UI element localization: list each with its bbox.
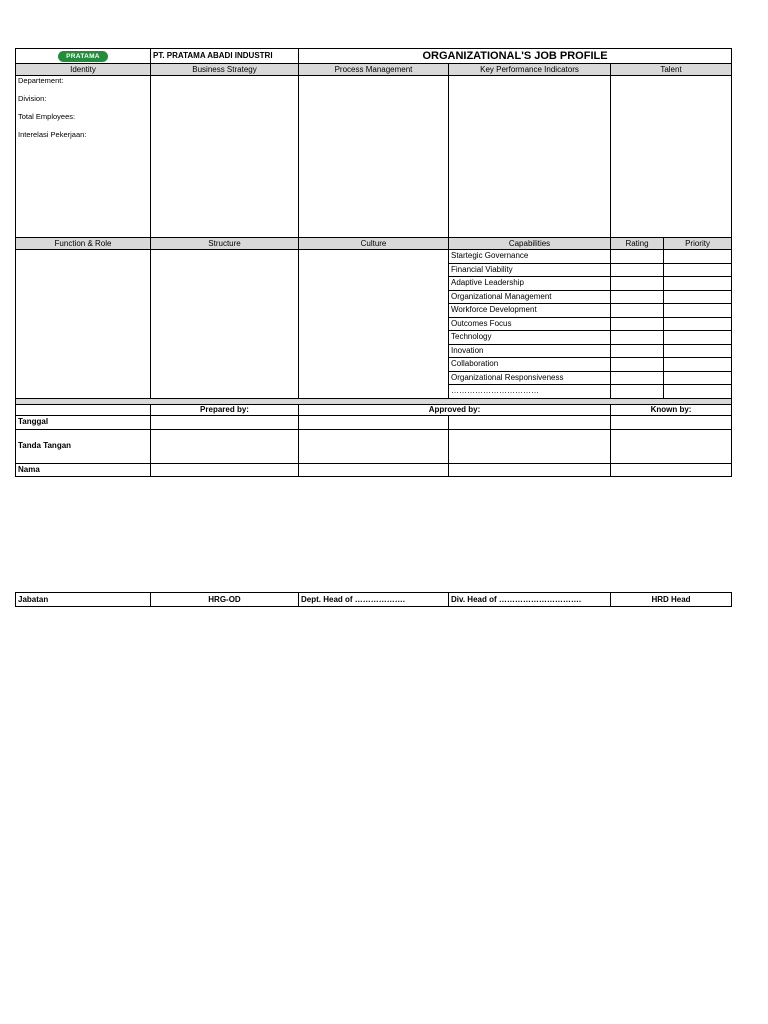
col-identity: Identity — [16, 64, 151, 76]
job-profile-table — [15, 48, 732, 477]
rating-cell[interactable] — [611, 277, 664, 291]
field-division: Division: — [18, 94, 47, 103]
col-structure: Structure — [151, 238, 299, 250]
rating-cell[interactable] — [611, 358, 664, 372]
company-logo: PRATAMA — [58, 51, 108, 62]
col-process-management: Process Management — [299, 64, 449, 76]
priority-cell[interactable] — [664, 371, 732, 385]
signature-approved-1[interactable] — [299, 429, 449, 463]
col-business-strategy: Business Strategy — [151, 64, 299, 76]
col-priority: Priority — [664, 238, 732, 250]
approved-by-label: Approved by: — [299, 404, 611, 415]
capability-item: Technology — [449, 331, 611, 345]
capability-item: Inovation — [449, 344, 611, 358]
rating-cell[interactable] — [611, 385, 664, 399]
priority-cell[interactable] — [664, 344, 732, 358]
company-name: PT. PRATAMA ABADI INDUSTRI — [151, 49, 299, 64]
rating-cell[interactable] — [611, 317, 664, 331]
priority-cell[interactable] — [664, 304, 732, 318]
priority-cell[interactable] — [664, 277, 732, 291]
capability-item: Collaboration — [449, 358, 611, 372]
capability-item: Organizational Management — [449, 290, 611, 304]
capability-item: Adaptive Leadership — [449, 277, 611, 291]
capability-item: Workforce Development — [449, 304, 611, 318]
kpi-cell[interactable] — [449, 76, 611, 238]
tanggal-approved-2[interactable] — [449, 415, 611, 429]
talent-cell[interactable] — [611, 76, 732, 238]
function-role-cell[interactable] — [16, 250, 151, 399]
priority-cell[interactable] — [664, 290, 732, 304]
capability-item: Organizational Responsiveness — [449, 371, 611, 385]
jabatan-div-head: Div. Head of …………………………. — [449, 593, 611, 607]
structure-cell[interactable] — [151, 250, 299, 399]
jabatan-hrg-od: HRG-OD — [151, 593, 299, 607]
row-label-tanda-tangan: Tanda Tangan — [16, 429, 151, 463]
logo-cell — [16, 49, 151, 64]
col-capabilities: Capabilities — [449, 238, 611, 250]
jabatan-hrd-head: HRD Head — [611, 593, 732, 607]
tanggal-approved-1[interactable] — [299, 415, 449, 429]
rating-cell[interactable] — [611, 290, 664, 304]
prepared-by-label: Prepared by: — [151, 404, 299, 415]
business-strategy-cell[interactable] — [151, 76, 299, 238]
tanggal-known[interactable] — [611, 415, 732, 429]
priority-cell[interactable] — [664, 331, 732, 345]
nama-known[interactable] — [611, 463, 732, 476]
signoff-blank — [16, 404, 151, 415]
rating-cell[interactable] — [611, 371, 664, 385]
identity-cell[interactable] — [16, 76, 151, 238]
col-culture: Culture — [299, 238, 449, 250]
row-label-tanggal: Tanggal — [16, 415, 151, 429]
nama-approved-1[interactable] — [299, 463, 449, 476]
priority-cell[interactable] — [664, 263, 732, 277]
signature-approved-2[interactable] — [449, 429, 611, 463]
col-rating: Rating — [611, 238, 664, 250]
col-talent: Talent — [611, 64, 732, 76]
capability-item: Outcomes Focus — [449, 317, 611, 331]
signature-prepared[interactable] — [151, 429, 299, 463]
col-kpi: Key Performance Indicators — [449, 64, 611, 76]
capability-item: …………………………… — [449, 385, 611, 399]
priority-cell[interactable] — [664, 358, 732, 372]
rating-cell[interactable] — [611, 250, 664, 264]
priority-cell[interactable] — [664, 385, 732, 399]
jabatan-dept-head: Dept. Head of ………………. — [299, 593, 449, 607]
row-label-nama: Nama — [16, 463, 151, 476]
rating-cell[interactable] — [611, 263, 664, 277]
capability-item: Financial Viability — [449, 263, 611, 277]
nama-prepared[interactable] — [151, 463, 299, 476]
rating-cell[interactable] — [611, 331, 664, 345]
signature-known[interactable] — [611, 429, 732, 463]
jabatan-table — [15, 592, 732, 607]
field-total-employees: Total Employees: — [18, 112, 76, 121]
culture-cell[interactable] — [299, 250, 449, 399]
capability-item: Startegic Governance — [449, 250, 611, 264]
jabatan-label: Jabatan — [16, 593, 151, 607]
field-departement: Departement: — [18, 76, 64, 85]
rating-cell[interactable] — [611, 344, 664, 358]
priority-cell[interactable] — [664, 250, 732, 264]
rating-cell[interactable] — [611, 304, 664, 318]
nama-approved-2[interactable] — [449, 463, 611, 476]
job-profile-sheet — [15, 48, 731, 477]
priority-cell[interactable] — [664, 317, 732, 331]
process-management-cell[interactable] — [299, 76, 449, 238]
tanggal-prepared[interactable] — [151, 415, 299, 429]
known-by-label: Known by: — [611, 404, 732, 415]
col-function-role: Function & Role — [16, 238, 151, 250]
page-title: ORGANIZATIONAL'S JOB PROFILE — [299, 49, 732, 64]
field-interelasi: Interelasi Pekerjaan: — [18, 130, 87, 139]
jabatan-row — [15, 592, 731, 607]
